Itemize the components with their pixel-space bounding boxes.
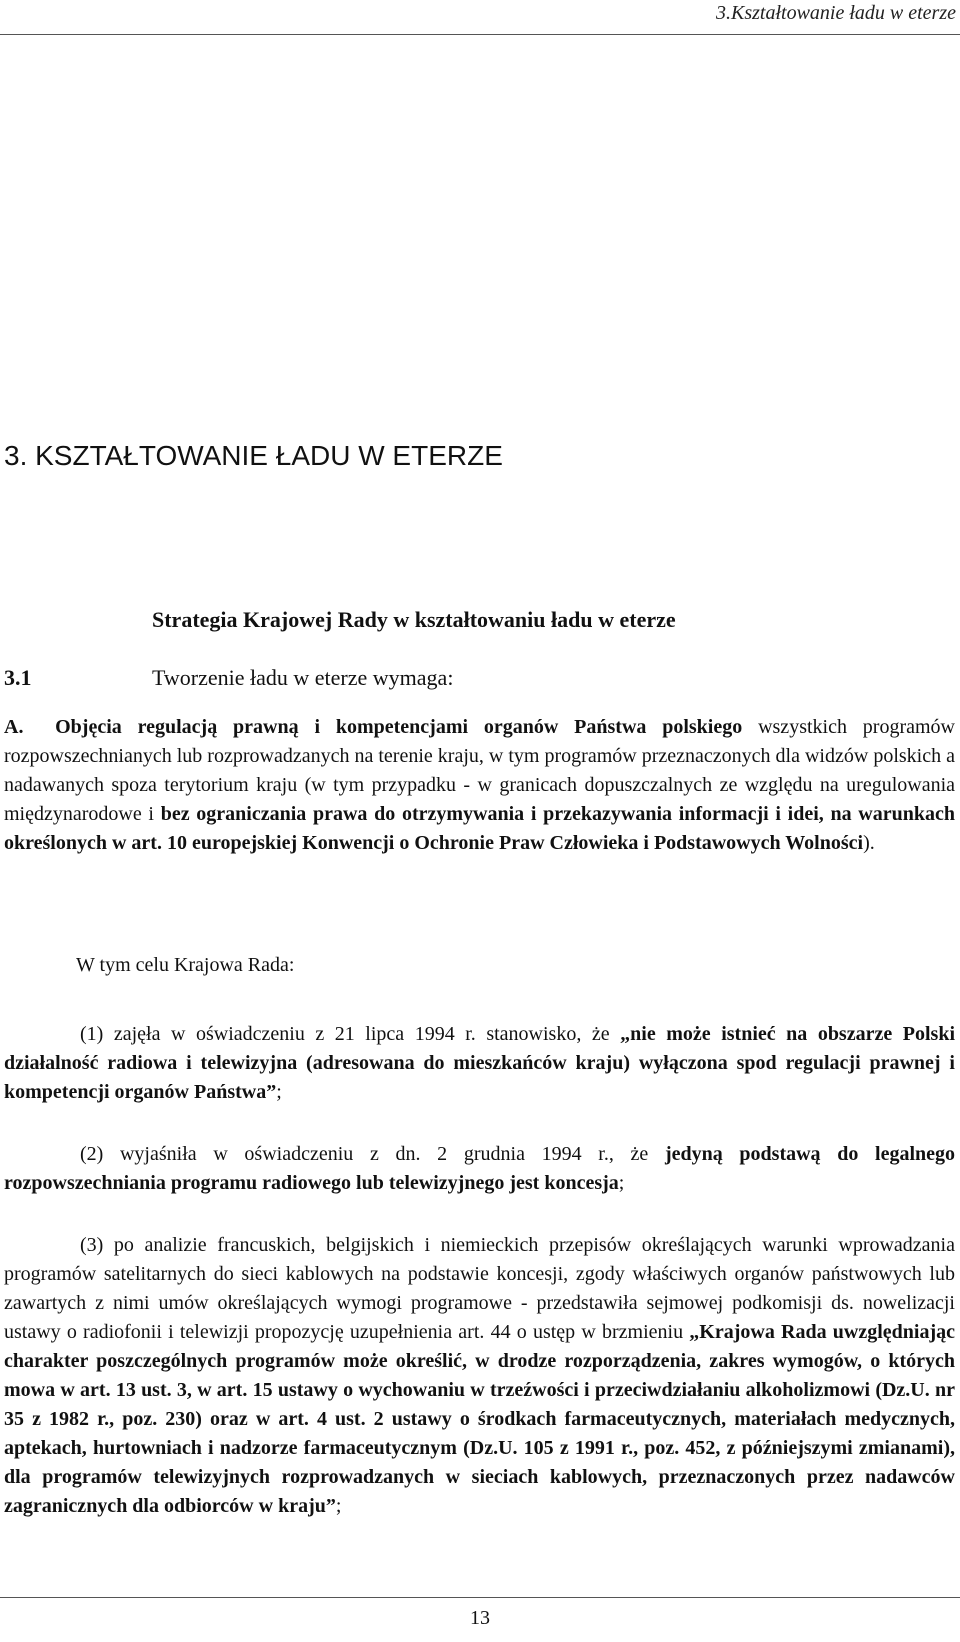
paragraph-2-text-1: (2) wyjaśniła w oświadczeniu z dn. 2 grudnia 1994 r., że bbox=[80, 1143, 665, 1165]
paragraph-2 bbox=[4, 1140, 955, 1198]
paragraph-1-text-2: ; bbox=[276, 1081, 282, 1103]
paragraph-1-text-1: (1) zajęła w oświadczeniu z 21 lipca 1994 r. stanowisko, że bbox=[80, 1023, 621, 1045]
section-number: 3.1 bbox=[4, 665, 32, 690]
paragraph-a-bold-1: Objęcia regulacją prawną i kompetencjami organów Państwa polskiego bbox=[55, 716, 743, 738]
paragraph-a-label: A. bbox=[4, 716, 24, 738]
paragraph-3 bbox=[4, 1231, 955, 1521]
paragraph-a-bold-2: bez ograniczania prawa do otrzymywania i przekazywania informacji i idei, na warunkach określonych w art. 10 europejskiej Konwencji o Ochronie Praw Człowieka i Podstawowych Wolności bbox=[4, 803, 955, 854]
section-lead: Tworzenie ładu w eterze wymaga: bbox=[152, 665, 454, 690]
paragraph-a-text-2: ). bbox=[863, 832, 875, 854]
section-heading-row bbox=[4, 665, 904, 691]
paragraph-intro: W tym celu Krajowa Rada: bbox=[76, 954, 295, 976]
paragraph-a bbox=[4, 713, 955, 858]
running-header: 3.Kształtowanie ładu w eterze bbox=[716, 2, 956, 24]
section-title: Strategia Krajowej Rady w kształtowaniu ładu w eterze bbox=[152, 607, 676, 632]
footer-divider bbox=[0, 1597, 960, 1598]
paragraph-2-bold: jedyną podstawą do legalnego rozpowszechniania programu radiowego lub telewizyjnego jest koncesja bbox=[4, 1143, 956, 1194]
paragraph-3-text-1: (3) po analizie francuskich, belgijskich i niemieckich przepisów określających warunki wprowadzania programów satelitarnych do sieci kablowych na podstawie koncesji, zgody właściwych organów państwowych lub zawartych z nimi umów określających wymogi programowe - przedstawiła sejmowej podkomisji ds. nowelizacji ustawy o radiofonii i telewizji propozycję uzupełnienia art. 44 o ustęp w brzmieniu bbox=[4, 1234, 955, 1343]
paragraph-a-text-1: wszystkich programów rozpowszechnianych lub rozprowadzanych na terenie kraju, w tym programów przeznaczonych dla widzów polskich a nadawanych spoza terytorium kraju (w tym przypadku - w granicach dopuszczalnych ze względu na uregulowania międzynarodowe i bbox=[4, 716, 955, 825]
paragraph-3-bold: „Krajowa Rada uwzględniając charakter poszczególnych programów może określić, w drodze rozporządzenia, zakres wymogów, o których mowa w art. 13 ust. 3, w art. 15 ustawy o wychowaniu w trzeźwości i przeciwdziałaniu alkoholizmowi (Dz.U. nr 35 z 1982 r., poz. 230) oraz w art. 4 ust. 2 ustawy o środkach farmaceutycznych, materiałach medycznych, aptekach, hurtowniach i nadzorze farmaceutycznym (Dz.U. 105 z 1991 r., poz. 452, z późniejszymi zmianami), dla programów telewizyjnych rozprowadzanych w sieciach kablowych, przeznaczonych przez nadawców zagranicznych dla odbiorców w kraju” bbox=[4, 1321, 955, 1517]
paragraph-3-text-2: ; bbox=[335, 1495, 342, 1517]
paragraph-1 bbox=[4, 1020, 955, 1107]
header-divider bbox=[0, 34, 960, 35]
paragraph-1-bold: „nie może istnieć na obszarze Polski działalność radiowa i telewizyjna (adresowana do mieszkańców kraju) wyłączona spod regulacji prawnej i kompetencji organów Państwa” bbox=[4, 1023, 955, 1103]
paragraph-2-text-2: ; bbox=[618, 1172, 625, 1194]
page-number: 13 bbox=[470, 1607, 490, 1629]
chapter-title: 3. KSZTAŁTOWANIE ŁADU W ETERZE bbox=[4, 440, 503, 471]
